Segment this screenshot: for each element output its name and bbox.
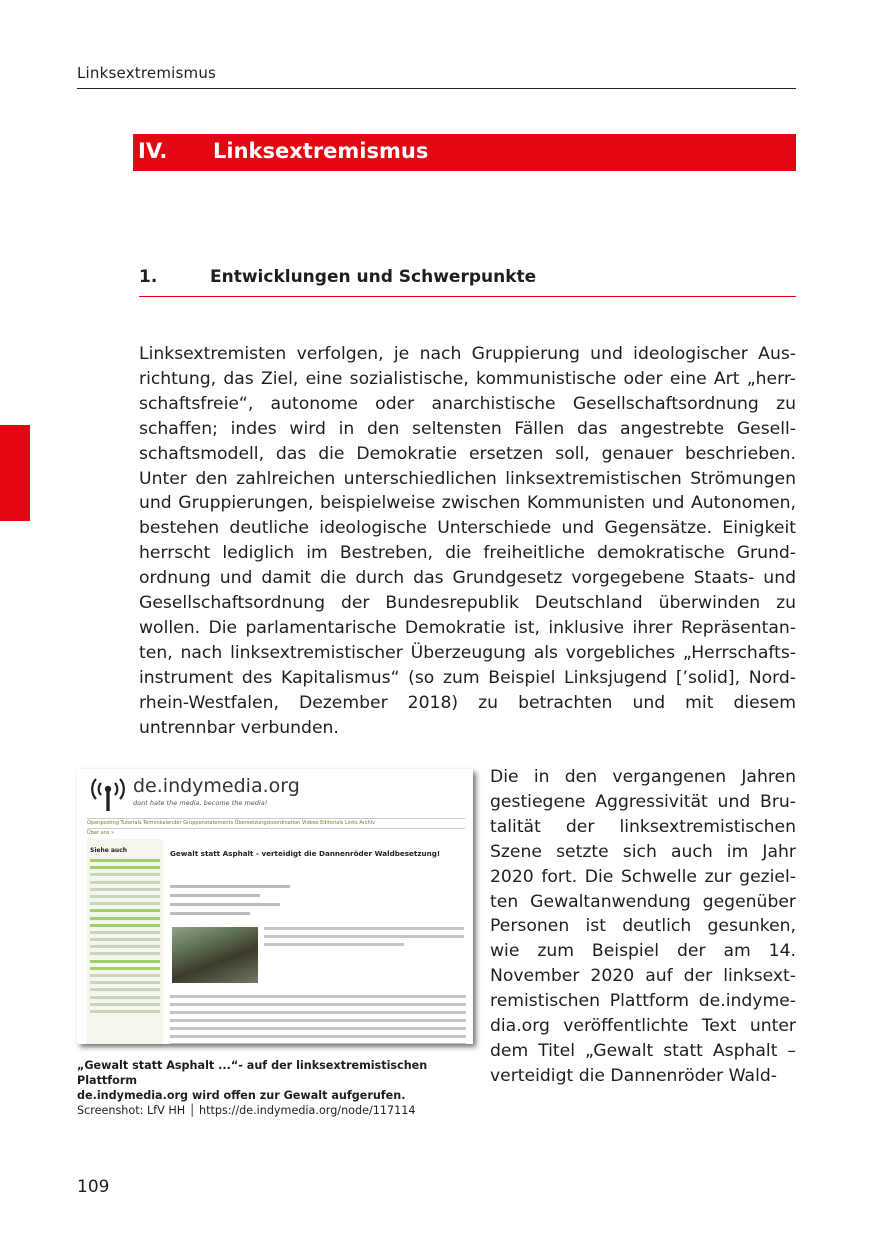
text-line: Unter den zahlreichen unterschiedlichen linksextremistischen Strömungen xyxy=(139,468,796,489)
text-line: schaffen; indes wird in den seltensten Fällen das angestrebte Gesell- xyxy=(139,418,796,439)
article-photo xyxy=(172,927,258,983)
site-tagline: dont hate the media, become the media! xyxy=(133,799,268,807)
caption-line: de.indymedia.org wird offen zur Gewalt aufgerufen. xyxy=(77,1089,406,1102)
text-line: untrennbar verbunden. xyxy=(139,717,339,738)
sidebar-text-lines xyxy=(90,859,160,1017)
text-line: remistischen Plattform de.indyme- xyxy=(490,991,796,1012)
site-nav: Openposting Tutorials Terminkalender Gruppenstatements Übersetzungskoordination Videos Editorials Links Archiv xyxy=(87,818,465,829)
figure-caption xyxy=(77,1058,477,1118)
running-header: Linksextremismus xyxy=(77,64,217,82)
article-title: Gewalt statt Asphalt - verteidigt die Dannenröder Waldbesetzung! xyxy=(170,849,441,858)
text-line: gestiegene Aggressivität und Bru- xyxy=(490,791,796,812)
text-line: bestehen deutliche ideologische Unterschiede und Gegensätze. Einigkeit xyxy=(139,518,796,539)
chapter-title: Linksextremismus xyxy=(213,139,429,163)
text-line: dem Titel „Gewalt statt Asphalt – xyxy=(490,1040,796,1061)
text-line: Die in den vergangenen Jahren xyxy=(490,767,796,787)
text-line: November 2020 auf der linksext- xyxy=(490,966,796,987)
text-line: 2020 fort. Die Schwelle zur geziel- xyxy=(490,866,796,887)
text-line: verteidigt die Dannenröder Wald- xyxy=(490,1065,777,1086)
section-number: 1. xyxy=(139,267,158,287)
text-line: schaftsfreie“, autonome oder anarchistische Gesellschaftsordnung zu xyxy=(139,393,796,414)
site-subnav: Über uns » xyxy=(87,830,115,836)
text-line: Personen ist deutlich gesunken, xyxy=(490,916,796,937)
text-line: Linksextremisten verfolgen, je nach Gruppierung und ideologischer Aus- xyxy=(139,344,796,364)
caption-line: „Gewalt statt Asphalt ...“- auf der linksextremistischen Plattform xyxy=(77,1059,428,1087)
text-line: ordnung und damit die durch das Grundgesetz vorgegebene Staats- und xyxy=(139,568,796,589)
text-line: herrscht lediglich im Bestreben, die freiheitliche demokratische Grund- xyxy=(139,543,796,564)
text-line: rhein-Westfalen, Dezember 2018) zu betrachten und mit diesem xyxy=(139,692,796,713)
site-article xyxy=(170,847,466,1037)
site-sidebar xyxy=(87,839,163,1044)
chapter-heading xyxy=(133,134,796,171)
caption-credit: Screenshot: LfV HH │ https://de.indymedia.org/node/117114 xyxy=(77,1104,416,1117)
text-line: richtung, das Ziel, eine sozialistische, kommunistische oder eine Art „herr- xyxy=(139,368,796,389)
text-line: ten Gewaltanwendung gegenüber xyxy=(490,891,796,912)
chapter-side-tab xyxy=(0,425,30,521)
article-intro-lines xyxy=(264,927,464,951)
body-paragraph xyxy=(139,342,796,741)
text-line: wollen. Die parlamentarische Demokratie ist, inklusive ihrer Repräsentan- xyxy=(139,617,796,638)
text-line: dia.org veröffentlichte Text unter xyxy=(490,1016,796,1037)
text-line: schaftsmodell, das die Demokratie ersetzen soll, genauer beschrieben. xyxy=(139,443,796,464)
page-number: 109 xyxy=(77,1177,110,1197)
text-line: und Gruppierungen, beispielweise zwischen Kommunisten und Autonomen, xyxy=(139,493,796,514)
broadcast-antenna-icon xyxy=(87,775,129,813)
site-name: de.indymedia.org xyxy=(133,775,300,797)
section-heading xyxy=(139,267,796,297)
indymedia-screenshot xyxy=(77,769,473,1044)
header-rule xyxy=(77,88,796,89)
side-paragraph xyxy=(490,765,796,1089)
section-title: Entwicklungen und Schwerpunkte xyxy=(210,267,537,287)
article-body-lines xyxy=(170,995,466,1044)
text-line: wie zum Beispiel der am 14. xyxy=(490,941,796,962)
chapter-number: IV. xyxy=(138,139,168,163)
sidebar-heading: Siehe auch xyxy=(90,847,128,854)
text-line: Szene setzte sich auch im Jahr xyxy=(490,841,796,862)
text-line: Gesellschaftsordnung der Bundesrepublik Deutschland überwinden zu xyxy=(139,593,796,614)
text-line: ten, nach linksextremistischer Überzeugung als vorgebliches „Herrschafts- xyxy=(139,642,796,663)
text-line: talität der linksextremistischen xyxy=(490,816,796,837)
article-meta-lines xyxy=(170,885,370,921)
text-line: instrument des Kapitalismus“ (so zum Beispiel Linksjugend [’solid], Nord- xyxy=(139,667,796,688)
